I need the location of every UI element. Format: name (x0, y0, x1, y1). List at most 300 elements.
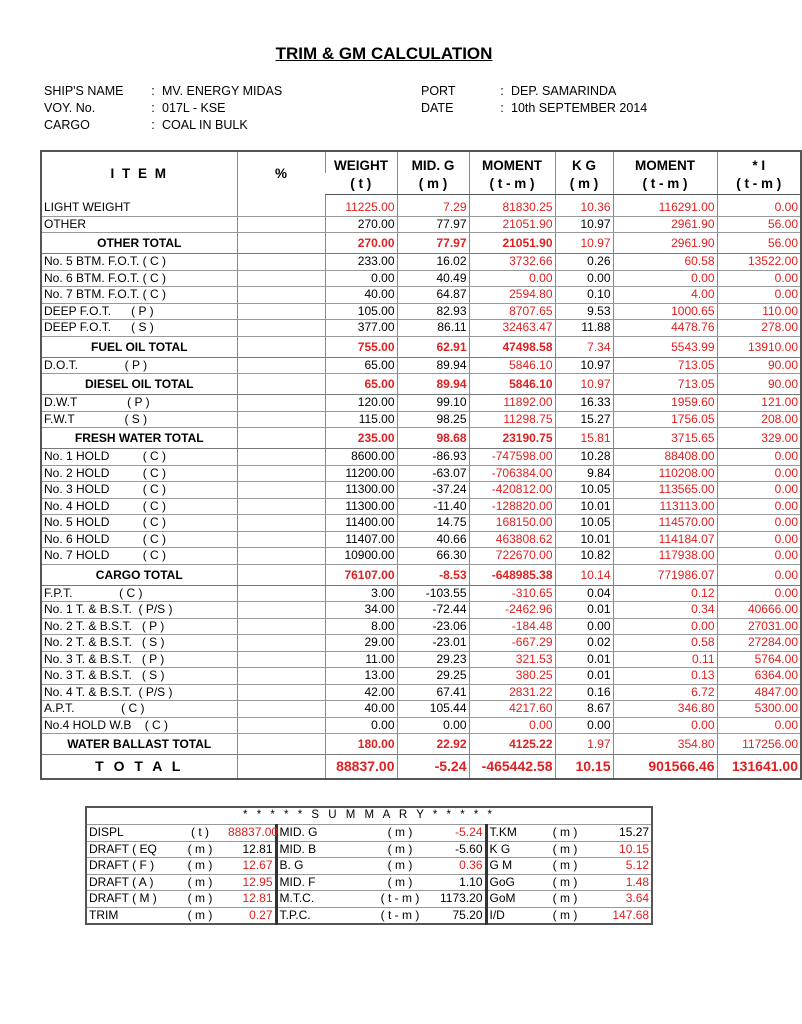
cell-g: -72.44 (397, 602, 469, 619)
summary-label: MID. B (276, 841, 366, 858)
table-row (41, 651, 801, 668)
cell-m1: 11298.75 (469, 411, 555, 428)
summary-unit: ( m ) (366, 858, 434, 875)
cell-g: -23.01 (397, 635, 469, 652)
cell-m1: 8707.65 (469, 303, 555, 320)
cell-kg: 15.27 (555, 411, 613, 428)
item-name: No. 6 BTM. F.O.T. ( C ) (41, 270, 237, 287)
item-percent (237, 411, 325, 428)
cell-w: 0.00 (325, 270, 397, 287)
summary-value: 0.36 (434, 858, 486, 875)
cell-m1: 463808.62 (469, 531, 555, 548)
cell-m2: 114184.07 (613, 531, 717, 548)
cell-m1: -184.48 (469, 618, 555, 635)
cell-i: 0.00 (717, 287, 801, 304)
cell-m2: 0.12 (613, 585, 717, 602)
cell-i: 0.00 (717, 548, 801, 565)
cell-g: 77.97 (397, 216, 469, 233)
summary-row (86, 825, 652, 842)
cell-g: 99.10 (397, 395, 469, 412)
cell-w: 11300.00 (325, 482, 397, 499)
header-right: PORT : DEP. SAMARINDA DATE : 10th SEPTEMBER 2014 (421, 84, 648, 115)
cell-i: 0.00 (717, 564, 801, 585)
cell-g: -63.07 (397, 465, 469, 482)
cell-kg: 10.82 (555, 548, 613, 565)
item-name: D.O.T. ( P ) (41, 357, 237, 374)
summary-value: 1.48 (590, 874, 652, 891)
item-name: No. 4 HOLD ( C ) (41, 498, 237, 515)
item-percent (237, 233, 325, 254)
item-name: OTHER (41, 216, 237, 233)
cell-g: 105.44 (397, 701, 469, 718)
header-label: VOY. No. (44, 101, 96, 115)
header-label: SHIP'S NAME (44, 84, 124, 98)
cell-w: 65.00 (325, 374, 397, 395)
cell-g: 98.68 (397, 428, 469, 449)
cell-i: 0.00 (717, 449, 801, 466)
table-row (41, 531, 801, 548)
table-row (41, 668, 801, 685)
item-percent (237, 449, 325, 466)
col-unit-i: ( t - m ) (717, 173, 801, 195)
summary-label: K G (486, 841, 540, 858)
cell-m2: 0.11 (613, 651, 717, 668)
cell-w: 0.00 (325, 717, 397, 734)
item-percent (237, 336, 325, 357)
cell-w: 11400.00 (325, 515, 397, 532)
cell-m1: 5846.10 (469, 374, 555, 395)
table-row (41, 515, 801, 532)
table-row (41, 635, 801, 652)
cell-kg: 10.36 (555, 200, 613, 216)
cell-i: 90.00 (717, 357, 801, 374)
cell-kg: 7.34 (555, 336, 613, 357)
col-header-percent: % (237, 151, 325, 195)
cell-m2: 713.05 (613, 374, 717, 395)
cell-m2: 0.34 (613, 602, 717, 619)
cell-m1: -667.29 (469, 635, 555, 652)
col-header-midg: MID. G (397, 151, 469, 173)
summary-unit: ( t ) (174, 825, 226, 842)
item-name: No. 2 T. & B.S.T. ( S ) (41, 635, 237, 652)
ship-name: MV. ENERGY MIDAS (162, 84, 283, 98)
subtotal-row (41, 428, 801, 449)
item-percent (237, 515, 325, 532)
table-row (41, 684, 801, 701)
cell-kg: 11.88 (555, 320, 613, 337)
item-percent (237, 357, 325, 374)
table-row (41, 548, 801, 565)
item-percent (237, 287, 325, 304)
cell-kg: 10.97 (555, 216, 613, 233)
summary-value: 1.10 (434, 874, 486, 891)
cargo: COAL IN BULK (162, 118, 248, 132)
table-row (41, 411, 801, 428)
cell-kg: 15.81 (555, 428, 613, 449)
cell-i: 329.00 (717, 428, 801, 449)
cell-g: 14.75 (397, 515, 469, 532)
cell-w: 42.00 (325, 684, 397, 701)
cell-w: 233.00 (325, 254, 397, 271)
item-percent (237, 717, 325, 734)
cell-m1: 81830.25 (469, 200, 555, 216)
summary-label: MID. G (276, 825, 366, 842)
cell-w: 270.00 (325, 233, 397, 254)
cell-m2: 4.00 (613, 287, 717, 304)
cell-m2: 346.80 (613, 701, 717, 718)
item-name: DEEP F.O.T. ( S ) (41, 320, 237, 337)
cell-m2: 113565.00 (613, 482, 717, 499)
cell-m1: 2594.80 (469, 287, 555, 304)
cell-m2: 2961.90 (613, 216, 717, 233)
cell-m1: 4217.60 (469, 701, 555, 718)
cell-m2: 60.58 (613, 254, 717, 271)
cell-m1: -310.65 (469, 585, 555, 602)
cell-m1: 0.00 (469, 270, 555, 287)
summary-unit: ( m ) (540, 841, 590, 858)
page-title: TRIM & GM CALCULATION (275, 44, 493, 63)
cell-m2: 116291.00 (613, 200, 717, 216)
cell-i: 208.00 (717, 411, 801, 428)
summary-label: DRAFT ( M ) (86, 891, 174, 908)
item-name: No. 5 BTM. F.O.T. ( C ) (41, 254, 237, 271)
cell-m2: 1959.60 (613, 395, 717, 412)
summary-value: 3.64 (590, 891, 652, 908)
cell-i: 0.00 (717, 717, 801, 734)
cell-m2: 88408.00 (613, 449, 717, 466)
cell-kg: 10.97 (555, 357, 613, 374)
cell-w: 105.00 (325, 303, 397, 320)
header-label: DATE (421, 101, 454, 115)
item-name: WATER BALLAST TOTAL (41, 734, 237, 755)
col-unit-kg: ( m ) (555, 173, 613, 195)
table-row (41, 270, 801, 287)
table-row (41, 357, 801, 374)
summary-row (86, 874, 652, 891)
summary-table (85, 806, 653, 925)
cell-w: 34.00 (325, 602, 397, 619)
port: DEP. SAMARINDA (511, 84, 617, 98)
summary-label: M.T.C. (276, 891, 366, 908)
table-row (41, 498, 801, 515)
item-percent (237, 465, 325, 482)
cell-m1: 3732.66 (469, 254, 555, 271)
cell-g: 62.91 (397, 336, 469, 357)
cell-m2: 0.00 (613, 717, 717, 734)
item-percent (237, 684, 325, 701)
summary-unit: ( m ) (540, 907, 590, 924)
item-name: No. 4 T. & B.S.T. ( P/S ) (41, 684, 237, 701)
summary-unit: ( m ) (174, 874, 226, 891)
cell-g: 29.23 (397, 651, 469, 668)
cell-m2: 771986.07 (613, 564, 717, 585)
cell-m2: 4478.76 (613, 320, 717, 337)
summary-label: T.KM (486, 825, 540, 842)
summary-unit: ( m ) (174, 891, 226, 908)
item-name: F.W.T ( S ) (41, 411, 237, 428)
summary-value: 88837.00 (228, 825, 279, 839)
cell-m1: -128820.00 (469, 498, 555, 515)
cell-i: 0.00 (717, 515, 801, 532)
cell-g: -23.06 (397, 618, 469, 635)
cell-w: 76107.00 (325, 564, 397, 585)
summary-unit: ( m ) (366, 841, 434, 858)
cell-i: 27284.00 (717, 635, 801, 652)
item-name: No.4 HOLD W.B ( C ) (41, 717, 237, 734)
cell-i: 56.00 (717, 216, 801, 233)
cell-i: 0.00 (717, 531, 801, 548)
cell-m2: 6.72 (613, 684, 717, 701)
cell-m1: 168150.00 (469, 515, 555, 532)
col-unit-moment-kg: ( t - m ) (613, 173, 717, 195)
summary-unit: ( m ) (366, 874, 434, 891)
cell-i: 13910.00 (717, 336, 801, 357)
subtotal-row (41, 336, 801, 357)
table-row (41, 200, 801, 216)
col-unit-midg: ( m ) (397, 173, 469, 195)
cell-g: 66.30 (397, 548, 469, 565)
summary-title: * * * * * S U M M A R Y * * * * * (86, 807, 652, 825)
cell-kg: 0.01 (555, 602, 613, 619)
cell-i: 0.00 (717, 498, 801, 515)
cell-m2: 0.13 (613, 668, 717, 685)
item-percent (237, 428, 325, 449)
item-percent (237, 254, 325, 271)
col-unit-weight: ( t ) (325, 173, 397, 195)
cell-i: 90.00 (717, 374, 801, 395)
cell-g: 7.29 (397, 200, 469, 216)
item-percent (237, 701, 325, 718)
col-header-item: I T E M (110, 165, 168, 181)
cell-g: 29.25 (397, 668, 469, 685)
cell-w: 11225.00 (325, 200, 397, 216)
summary-label: DRAFT ( F ) (86, 858, 174, 875)
cell-i: 4847.00 (717, 684, 801, 701)
item-percent (237, 635, 325, 652)
cell-w: 120.00 (325, 395, 397, 412)
item-percent (237, 374, 325, 395)
summary-label: DISPL (86, 825, 174, 842)
table-row (41, 465, 801, 482)
cell-g: -37.24 (397, 482, 469, 499)
cell-kg: 0.01 (555, 668, 613, 685)
cell-w: 11407.00 (325, 531, 397, 548)
cell-m2: 1000.65 (613, 303, 717, 320)
summary-row (86, 858, 652, 875)
cell-kg: 10.05 (555, 515, 613, 532)
col-header-i: * I (717, 151, 801, 173)
item-name: A.P.T. ( C ) (41, 701, 237, 718)
cell-i: 131641.00 (717, 755, 801, 780)
cell-kg: 10.01 (555, 498, 613, 515)
cell-i: 0.00 (717, 465, 801, 482)
summary-label: T.P.C. (276, 907, 366, 924)
col-header-moment: MOMENT (469, 151, 555, 173)
cell-w: 235.00 (325, 428, 397, 449)
calculation-table (40, 150, 802, 780)
summary-value: 75.20 (434, 907, 486, 924)
table-body (41, 195, 801, 780)
item-name: No. 7 BTM. F.O.T. ( C ) (41, 287, 237, 304)
cell-m1: 5846.10 (469, 357, 555, 374)
item-name: FUEL OIL TOTAL (41, 336, 237, 357)
cell-w: 11200.00 (325, 465, 397, 482)
cell-m1: 380.25 (469, 668, 555, 685)
cell-g: -8.53 (397, 564, 469, 585)
summary-label: G M (486, 858, 540, 875)
cell-kg: 10.28 (555, 449, 613, 466)
item-percent (237, 651, 325, 668)
cell-g: 40.49 (397, 270, 469, 287)
grand-total-row (41, 755, 801, 780)
cell-m2: 110208.00 (613, 465, 717, 482)
summary-label: I/D (486, 907, 540, 924)
cell-m1: -420812.00 (469, 482, 555, 499)
item-percent (237, 755, 325, 780)
cell-kg: 0.02 (555, 635, 613, 652)
col-unit-moment: ( t - m ) (469, 173, 555, 195)
item-percent (237, 482, 325, 499)
cell-m1: 0.00 (469, 717, 555, 734)
cell-m2: 5543.99 (613, 336, 717, 357)
cell-g: -5.24 (397, 755, 469, 780)
cell-w: 115.00 (325, 411, 397, 428)
item-name: No. 2 HOLD ( C ) (41, 465, 237, 482)
cell-w: 10900.00 (325, 548, 397, 565)
item-percent (237, 320, 325, 337)
cell-i: 40666.00 (717, 602, 801, 619)
cell-kg: 0.01 (555, 651, 613, 668)
cell-kg: 0.10 (555, 287, 613, 304)
cell-m2: 354.80 (613, 734, 717, 755)
header-label: CARGO (44, 118, 90, 132)
cell-g: 67.41 (397, 684, 469, 701)
cell-m1: 23190.75 (469, 428, 555, 449)
item-name: No. 7 HOLD ( C ) (41, 548, 237, 565)
summary-value: 12.81 (226, 891, 276, 908)
summary-value: 12.67 (226, 858, 276, 875)
cell-m2: 0.00 (613, 618, 717, 635)
item-percent (237, 618, 325, 635)
voyage-number: 017L - KSE (162, 101, 226, 115)
table-row (41, 618, 801, 635)
cell-i: 13522.00 (717, 254, 801, 271)
cell-w: 88837.00 (325, 755, 397, 780)
cell-m1: 2831.22 (469, 684, 555, 701)
item-name: No. 1 T. & B.S.T. ( P/S ) (41, 602, 237, 619)
cell-w: 65.00 (325, 357, 397, 374)
item-percent (237, 303, 325, 320)
cell-w: 29.00 (325, 635, 397, 652)
cell-kg: 9.53 (555, 303, 613, 320)
cell-m1: 321.53 (469, 651, 555, 668)
cell-kg: 10.15 (555, 755, 613, 780)
cell-w: 13.00 (325, 668, 397, 685)
summary-value: 0.27 (226, 907, 276, 924)
item-name: No. 5 HOLD ( C ) (41, 515, 237, 532)
cell-g: 98.25 (397, 411, 469, 428)
summary-value: 10.15 (590, 841, 652, 858)
item-name: CARGO TOTAL (41, 564, 237, 585)
cell-i: 5764.00 (717, 651, 801, 668)
summary-value: 12.95 (226, 874, 276, 891)
cell-kg: 10.97 (555, 233, 613, 254)
cell-m2: 0.58 (613, 635, 717, 652)
cell-m2: 114570.00 (613, 515, 717, 532)
cell-kg: 10.05 (555, 482, 613, 499)
cell-m2: 901566.46 (613, 755, 717, 780)
cell-w: 40.00 (325, 287, 397, 304)
cell-w: 11300.00 (325, 498, 397, 515)
subtotal-row (41, 233, 801, 254)
item-name: No. 1 HOLD ( C ) (41, 449, 237, 466)
cell-kg: 0.26 (555, 254, 613, 271)
summary-value: 1173.20 (434, 891, 486, 908)
cell-w: 8600.00 (325, 449, 397, 466)
item-name: DIESEL OIL TOTAL (41, 374, 237, 395)
cell-kg: 16.33 (555, 395, 613, 412)
cell-w: 270.00 (325, 216, 397, 233)
cell-g: -11.40 (397, 498, 469, 515)
cell-kg: 0.00 (555, 618, 613, 635)
table-row (41, 701, 801, 718)
cell-m2: 1756.05 (613, 411, 717, 428)
table-row (41, 254, 801, 271)
cell-kg: 10.01 (555, 531, 613, 548)
table-row (41, 585, 801, 602)
cell-g: 82.93 (397, 303, 469, 320)
cell-w: 180.00 (325, 734, 397, 755)
cell-kg: 8.67 (555, 701, 613, 718)
cell-i: 0.00 (717, 270, 801, 287)
item-percent (237, 216, 325, 233)
subtotal-row (41, 374, 801, 395)
summary-value: -5.24 (434, 825, 486, 842)
item-name: No. 3 T. & B.S.T. ( S ) (41, 668, 237, 685)
table-row (41, 449, 801, 466)
cell-m2: 2961.90 (613, 233, 717, 254)
item-name: D.W.T ( P ) (41, 395, 237, 412)
cell-g: -86.93 (397, 449, 469, 466)
summary-unit: ( m ) (174, 858, 226, 875)
subtotal-row (41, 734, 801, 755)
summary-label: DRAFT ( A ) (86, 874, 174, 891)
item-name: DEEP F.O.T. ( P ) (41, 303, 237, 320)
summary-unit: ( t - m ) (366, 907, 434, 924)
item-percent (237, 585, 325, 602)
cell-i: 117256.00 (717, 734, 801, 755)
item-name: No. 3 HOLD ( C ) (41, 482, 237, 499)
col-header-moment-kg: MOMENT (613, 151, 717, 173)
cell-kg: 0.00 (555, 270, 613, 287)
summary-unit: ( m ) (540, 874, 590, 891)
cell-g: 89.94 (397, 374, 469, 395)
col-header-kg: K G (555, 151, 613, 173)
summary-label: B. G (276, 858, 366, 875)
item-percent (237, 564, 325, 585)
item-name: No. 6 HOLD ( C ) (41, 531, 237, 548)
item-name: F.P.T. ( C ) (41, 585, 237, 602)
item-percent (237, 548, 325, 565)
cell-m1: 21051.90 (469, 233, 555, 254)
table-row (41, 320, 801, 337)
summary-label: MID. F (276, 874, 366, 891)
summary-unit: ( m ) (540, 825, 590, 842)
cell-m1: -465442.58 (469, 755, 555, 780)
cell-g: 77.97 (397, 233, 469, 254)
cell-w: 11.00 (325, 651, 397, 668)
header-label: PORT (421, 84, 456, 98)
